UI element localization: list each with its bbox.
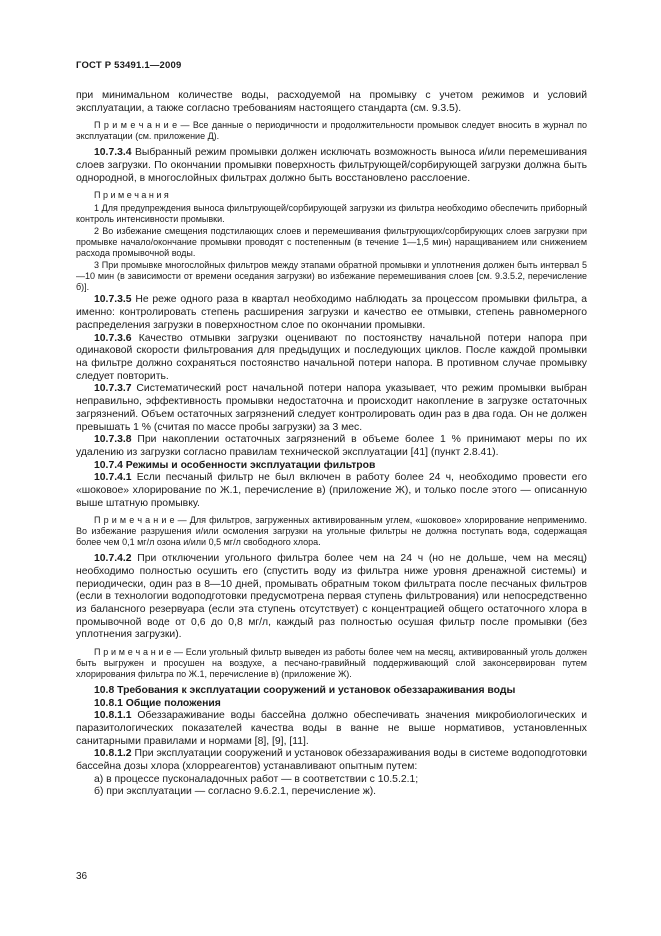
clause-number: 10.7.3.7	[94, 383, 132, 395]
body-paragraph: 10.7.3.4 Выбранный режим промывки должен исключать возможность выноса и/или перемешивания слоев загрузки. По окончании промывки поверхность фильтрующей/сорбирующей загрузки должна быть однородной, в многослойных фильтрах должно быть восстановлено расслоение.	[76, 147, 587, 184]
page-number: 36	[76, 871, 88, 882]
clause-number: 10.7.4.2	[94, 553, 132, 565]
notes-title: П р и м е ч а н и я	[94, 190, 169, 201]
section-heading: 10.7.4 Режимы и особенности эксплуатации фильтров	[94, 459, 376, 471]
body-paragraph: 10.7.3.6 Качество отмывки загрузки оценивают по постоянству начальной потери напора при одинаковой скорости фильтрования для предыдущих и последующих циклов. После каждой промывки на фильтре должно сохраняться постоянство начальной потери напора. В противном случае промывку следует повторить.	[76, 332, 587, 382]
note-paragraph: 2 Во избежание смещения подстилающих слоев и перемешивания фильтрующих/сорбирующих слоев загрузки при промывке начало/окончание промывки проводят с постепенным (в течение 1—1,5 мин) наращиванием или снижением расхода промывочной воды.	[76, 226, 587, 258]
body-paragraph: при минимальном количестве воды, расходуемой на промывку с учетом режимов и условий эксплуатации, а также согласно требованиям настоящего стандарта (см. 9.3.5).	[76, 90, 587, 114]
note-paragraph: П р и м е ч а н и е — Если угольный фильтр выведен из работы более чем на месяц, активированный уголь должен быть выгружен и просушен на воздухе, а песчано-гравийный поддерживающий слой законсервирован путем хлорирования фильтра по Ж.1, перечисление в) (приложение Ж).	[76, 647, 587, 679]
document-header-standard-number: ГОСТ Р 53491.1—2009	[76, 60, 182, 71]
clause-number: 10.7.3.4	[94, 147, 132, 159]
body-paragraph: 10.7.3.8 При накоплении остаточных загрязнений в объеме более 1 % принимают меры по их удалению из загрузки согласно правилам технической эксплуатации [41] (пункт 2.8.41).	[76, 434, 587, 458]
clause-number: 10.8.1.1	[94, 710, 132, 722]
note-paragraph: П р и м е ч а н и е — Для фильтров, загруженных активированным углем, «шоковое» хлорирование неприменимо. Во избежание разрушения и/или осмоления загрузки на угольные фильтры не должна поступать вода, содержащая более чем 0,1 мг/л озона и/или 0,5 мг/л свободного хлора.	[76, 515, 587, 548]
clause-number: 10.8.1.2	[94, 748, 132, 760]
note-paragraph: П р и м е ч а н и е — Все данные о периодичности и продолжительности промывок следует вносить в журнал по эксплуатации (см. приложение Д).	[76, 120, 587, 142]
note-paragraph: 1 Для предупреждения выноса фильтрующей/сорбирующей загрузки из фильтра необходимо обеспечить приборный контроль интенсивности промывки.	[76, 202, 587, 224]
clause-number: 10.7.4	[94, 459, 123, 471]
list-item: а) в процессе пусконаладочных работ — в соответствии с 10.5.2.1;	[94, 773, 419, 785]
document-content	[76, 90, 587, 799]
clause-number: 10.7.3.6	[94, 332, 132, 344]
body-paragraph: 10.7.4.2 При отключении угольного фильтра более чем на 24 ч (но не дольше, чем на месяц) необходимо полностью осушить его (спустить воду из фильтра ниже уровня дренажной системы) и периодически, один раз в 8—10 дней, промывать обратным током фильтрата после песчаных фильтров (если в технологии водоподготовки предусмотрена первая ступень фильтрования) или непосредственно из балансного резервуара (если эта ступень отсутствует) с концентрацией общего остаточного хлора в промывочной воде от 0,6 до 0,8 мг/л, каждый раз полностью осушая фильтр после промывки (без уплотнения загрузки).	[76, 553, 587, 641]
body-paragraph: 10.7.3.7 Систематический рост начальной потери напора указывает, что режим промывки выбран неправильно, эффективность промывки недостаточна и происходит накопление в загрузке остаточных загрязнений. Объем остаточных загрязнений следует контролировать один раз в два года. Он не должен превышать 1 % (считая по массе пробы загрузки) за 3 мес.	[76, 383, 587, 433]
clause-number: 10.7.3.5	[94, 294, 132, 306]
clause-number: 10.8.1	[94, 697, 123, 709]
section-heading: 10.8 Требования к эксплуатации сооружений и установок обеззараживания воды	[94, 684, 516, 696]
clause-number: 10.8	[94, 684, 115, 696]
body-paragraph: 10.7.4.1 Если песчаный фильтр не был включен в работу более 24 ч, необходимо провести его «шоковое» хлорирование по Ж.1, перечисление в) (приложение Ж), и только после этого — описанную выше штатную промывку.	[76, 472, 587, 509]
section-heading: 10.8.1 Общие положения	[94, 697, 221, 709]
body-paragraph: 10.7.3.5 Не реже одного раза в квартал необходимо наблюдать за процессом промывки фильтра, а именно: контролировать степень расширения загрузки и качество ее отмывки, степень равномерного распределения загрузки в поверхностном слое по окончании промывки.	[76, 294, 587, 331]
note-paragraph: 3 При промывке многослойных фильтров между этапами обратной промывки и уплотнения должен быть интервал 5—10 мин (в зависимости от времени оседания загрузки) во избежание перемешивания слоев [см. 9.3.5.2, перечисление б)].	[76, 260, 587, 293]
clause-number: 10.7.3.8	[94, 434, 132, 446]
body-paragraph: 10.8.1.1 Обеззараживание воды бассейна должно обеспечивать значения микробиологических и паразитологических показателей качества воды в ванне не выше нормативов, установленных санитарными правилами и нормами [8], [9], [11].	[76, 710, 587, 747]
clause-number: 10.7.4.1	[94, 472, 132, 484]
body-paragraph: 10.8.1.2 При эксплуатации сооружений и установок обеззараживания воды в системе водоподготовки бассейна дозы хлора (хлорреагентов) устанавливают опытным путем:	[76, 748, 587, 773]
list-item: б) при эксплуатации — согласно 9.6.2.1, перечисление ж).	[94, 786, 377, 798]
